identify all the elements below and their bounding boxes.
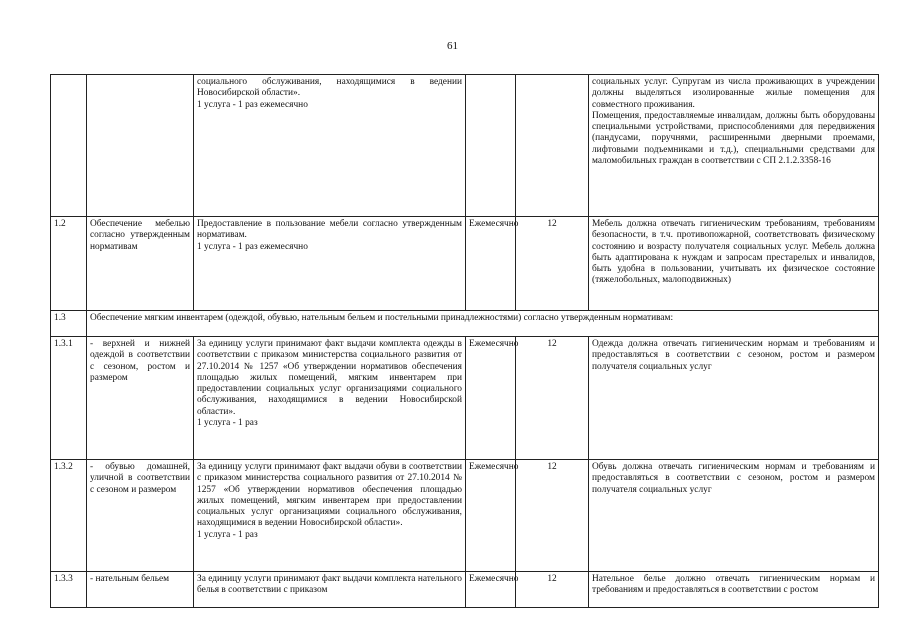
description-text: За единицу услуги принимают факт выдачи комплекта одежды в соответствии с приказом министерства социального развития от 27.10.2014 № 1257 «Об утверждении нормативов обеспечения площадью жилых помещений, мягким инвентарем при предоставлении социальных услуг организациями социального обслуживания, находящимися в ведении Новосибирской области».: [197, 339, 462, 417]
period-cell: [466, 75, 516, 217]
quantity-cell: 12: [516, 572, 589, 608]
requirements-text: Одежда должна отвечать гигиеническим нормам и требованиям и предоставляться в соответствии с сезоном, ростом и размером получателя социальных услуг: [592, 339, 875, 372]
row-number-cell: 1.3.1: [51, 337, 87, 460]
service-name-cell: - верхней и нижней одеждой в соответствии с сезоном, ростом и размером: [87, 337, 194, 460]
table-row: [51, 217, 879, 311]
service-name-cell: - обувью домашней, уличной в соответствии с сезоном и размером: [87, 460, 194, 572]
service-description-cell: [194, 460, 466, 572]
period-cell: Ежемесячно: [466, 460, 516, 572]
table-row: [51, 75, 879, 217]
requirements-cell: [589, 460, 879, 572]
requirements-cell: [589, 572, 879, 608]
table-row: [51, 337, 879, 460]
requirements-text: Помещения, предоставляемые инвалидам, должны быть оборудованы специальными устройствами, приспособлениями для передвижения (пандусами, поручнями, расширенными дверными проемами, лифтовыми подъемниками и т.д.), специальными средствами для маломобильных граждан в соответствии с СП 2.1.2.3358-16: [592, 110, 875, 167]
service-name-cell: - нательным бельем: [87, 572, 194, 608]
requirements-cell: [589, 217, 879, 311]
quantity-cell: 12: [516, 337, 589, 460]
services-table: [50, 74, 879, 608]
table-row: [51, 460, 879, 572]
service-description-cell: [194, 217, 466, 311]
requirements-text: Нательное белье должно отвечать гигиеническим нормам и требованиям и предоставляться в соответствии с ростом: [592, 574, 875, 596]
requirements-cell: [589, 337, 879, 460]
service-name-cell: [87, 75, 194, 217]
quantity-cell: 12: [516, 217, 589, 311]
row-number-cell: 1.2: [51, 217, 87, 311]
section-row: [51, 311, 879, 337]
service-description-cell: [194, 75, 466, 217]
frequency-text: 1 услуга - 1 раз ежемесячно: [197, 99, 308, 110]
requirements-text: Обувь должна отвечать гигиеническим нормам и требованиям и предоставляться в соответствии с сезоном, ростом и размером получателя социальных услуг: [592, 462, 875, 495]
service-name-cell: Обеспечение мебелью согласно утвержденным нормативам: [87, 217, 194, 311]
period-cell: Ежемесячно: [466, 217, 516, 311]
service-description-cell: [194, 337, 466, 460]
description-text: социального обслуживания, находящимися в ведении Новосибирской области».: [197, 77, 462, 99]
frequency-text: 1 услуга - 1 раз ежемесячно: [197, 241, 308, 252]
service-description-cell: [194, 572, 466, 608]
frequency-text: 1 услуга - 1 раз: [197, 529, 258, 540]
requirements-text: социальных услуг. Супругам из числа проживающих в учреждении должны выделяться изолированные жилые помещения для совместного проживания.: [592, 77, 875, 110]
section-title-cell: Обеспечение мягким инвентарем (одеждой, обувью, нательным бельем и постельными принадлежностями) согласно утвержденным нормативам:: [87, 311, 879, 337]
quantity-cell: [516, 75, 589, 217]
description-text: За единицу услуги принимают факт выдачи обуви в соответствии с приказом министерства социального развития от 27.10.2014 № 1257 «Об утверждении нормативов обеспечения площадью жилых помещений, мягким инвентарем при предоставлении социальных услуг организациями социального обслуживания, находящимися в ведении Новосибирской области».: [197, 462, 462, 529]
quantity-cell: 12: [516, 460, 589, 572]
period-cell: Ежемесячно: [466, 572, 516, 608]
row-number-cell: 1.3: [51, 311, 87, 337]
page-number: 61: [447, 40, 458, 52]
requirements-cell: [589, 75, 879, 217]
table-row: [51, 572, 879, 608]
frequency-text: 1 услуга - 1 раз: [197, 418, 258, 429]
period-cell: Ежемесячно: [466, 337, 516, 460]
row-number-cell: [51, 75, 87, 217]
row-number-cell: 1.3.2: [51, 460, 87, 572]
description-text: Предоставление в пользование мебели согласно утвержденным нормативам.: [197, 219, 462, 241]
description-text: За единицу услуги принимают факт выдачи комплекта нательного белья в соответствии с приказом: [197, 574, 462, 596]
row-number-cell: 1.3.3: [51, 572, 87, 608]
requirements-text: Мебель должна отвечать гигиеническим требованиям, требованиям безопасности, в т.ч. противопожарной, соответствовать физическому состоянию и возрасту получателя социальных услуг. Мебель должна быть адаптирована к нуждам и запросам престарелых и инвалидов, быть удобна в пользовании, учитывать их физическое состояние (тяжелобольных, малоподвижных): [592, 219, 875, 286]
